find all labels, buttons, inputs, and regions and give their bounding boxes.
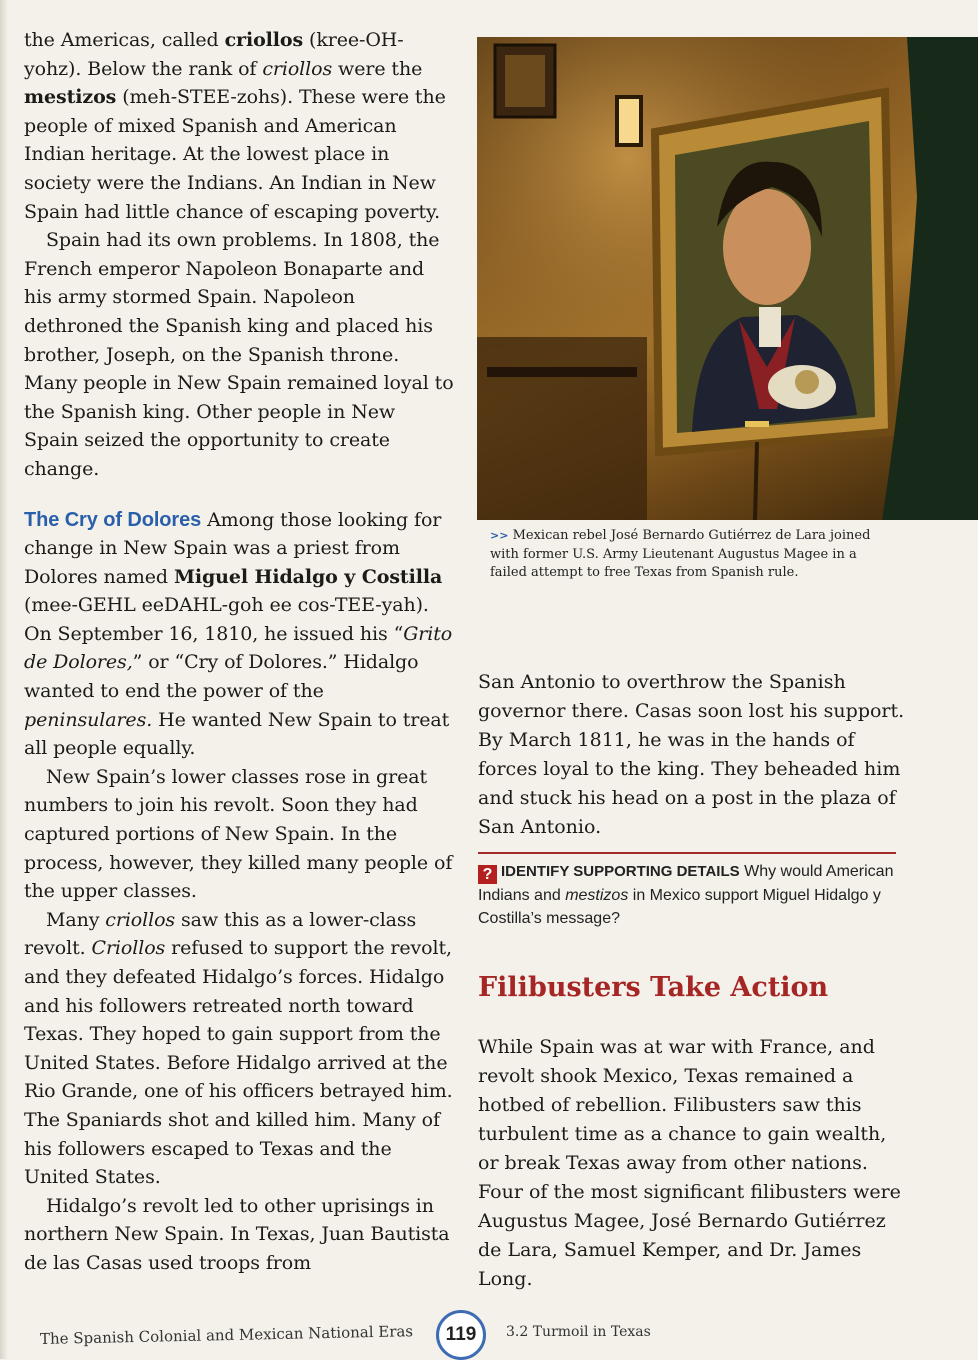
portrait-photo <box>477 37 978 520</box>
term-mestizos-italic: mestizos <box>565 887 629 904</box>
text-run: He wanted New Spain to treat all people equally. <box>24 708 450 760</box>
left-column <box>24 26 454 1278</box>
footer-book-title: The Spanish Colonial and Mexican National Eras <box>39 1322 414 1348</box>
caption-text: Mexican rebel José Bernardo Gutiérrez de Lara joined with former U.S. Army Lieutenant Augustus Magee in a failed attempt to free Texas from Spanish rule. <box>490 528 871 580</box>
text-run: were the <box>332 57 423 80</box>
term-criollos-italic: criollos <box>262 57 333 80</box>
term-peninsulares: peninsulares. <box>24 708 153 731</box>
paragraph-filibusters: While Spain was at war with France, and revolt shook Mexico, Texas remained a hotbed of rebellion. Filibusters saw this turbulent time as a chance to gain wealth, or break Texas away from other nations. Four of the most significant filibusters were Augustus Magee, José Bernardo Gutiérrez de Lara, Samuel Kemper, and Dr. James Long. <box>478 1036 901 1290</box>
paragraph-social-classes <box>24 26 454 226</box>
term-mestizos: mestizos <box>24 86 117 109</box>
text-run: Why would American Indians and <box>478 863 894 904</box>
page-gutter-shadow <box>0 0 8 1359</box>
filibusters-column <box>478 1014 908 1313</box>
term-hidalgo: Miguel Hidalgo y Costilla <box>173 565 443 588</box>
term-criollos: criollos <box>224 29 304 51</box>
paragraph-casas: San Antonio to overthrow the Spanish governor there. Casas soon lost his support. By March 1811, he was in the hands of forces loyal to the king. They beheaded him and stuck his head on a post in the plaza of San Antonio. <box>478 671 905 838</box>
text-run: Many <box>46 908 106 931</box>
question-icon: ? <box>478 865 497 884</box>
paragraph-spain-problems: Spain had its own problems. In 1808, the French emperor Napoleon Bonaparte and his army stormed Spain. Napoleon dethroned the Spanish king and placed his brother, Joseph, on the Spanish throne. Many people in New Spain remained loyal to the Spanish king. Other people in New Spain seized the opportunity to create change. <box>24 229 454 480</box>
term-grito: Grito de Dolores, <box>24 622 453 674</box>
term-criollos-italic: criollos <box>105 908 176 931</box>
text-run: (meh-STEE-zohs). These were the people of mixed Spanish and American Indian heritage. At the lowest place in society were the Indians. An Indian in New Spain had little chance of escaping poverty. <box>24 86 446 223</box>
caption-arrows: >> <box>490 529 509 542</box>
question-label: IDENTIFY SUPPORTING DETAILS <box>501 863 740 880</box>
photo-caption <box>490 527 890 583</box>
right-column <box>478 668 908 842</box>
text-run: refused to support the revolt, and they defeated Hidalgo’s forces. Hidalgo and his followers retreated north toward Texas. They hoped to gain support from the United States. Before Hidalgo arrived at the Rio Grande, one of his officers betrayed him. The Spaniards shot and killed him. Many of his followers escaped to Texas and the United States. <box>24 937 453 1189</box>
text-run: ” or “Cry of Dolores.” Hidalgo wanted to end the power of the <box>24 651 419 703</box>
section-heading-filibusters: Filibusters Take Action <box>478 972 829 1003</box>
paragraph-other-uprisings: Hidalgo’s revolt led to other uprisings in northern New Spain. In Texas, Juan Bautista de las Casas used troops from <box>24 1194 450 1274</box>
question-box <box>478 852 896 930</box>
portrait-illustration <box>477 37 978 520</box>
text-run: Among those looking for change in New Spain was a priest from Dolores named <box>24 508 442 588</box>
text-run: the Americas, called <box>24 29 225 51</box>
text-run: (mee-GEHL eeDAHL-goh ee cos-TEE-yah). On September 16, 1810, he issued his “ <box>24 594 429 645</box>
paragraph-lower-classes: New Spain’s lower classes rose in great numbers to join his revolt. Soon they had captured portions of New Spain. In the process, however, they killed many people of the upper classes. <box>24 765 453 903</box>
paragraph-cry-of-dolores <box>24 506 454 763</box>
paragraph-criollos-revolt <box>24 906 454 1192</box>
spacer <box>24 484 454 506</box>
footer-section-title: 3.2 Turmoil in Texas <box>506 1324 651 1340</box>
text-run: (kree-OH-yohz). Below the rank of <box>24 29 404 80</box>
page-number: 119 <box>436 1310 486 1360</box>
text-run: saw this as a lower-class revolt. <box>24 908 417 960</box>
text-run: in Mexico support Miguel Hidalgo y Costilla’s message? <box>478 887 881 927</box>
section-heading-cry-of-dolores: The Cry of Dolores <box>24 508 202 531</box>
term-criollos-italic: Criollos <box>91 937 166 960</box>
